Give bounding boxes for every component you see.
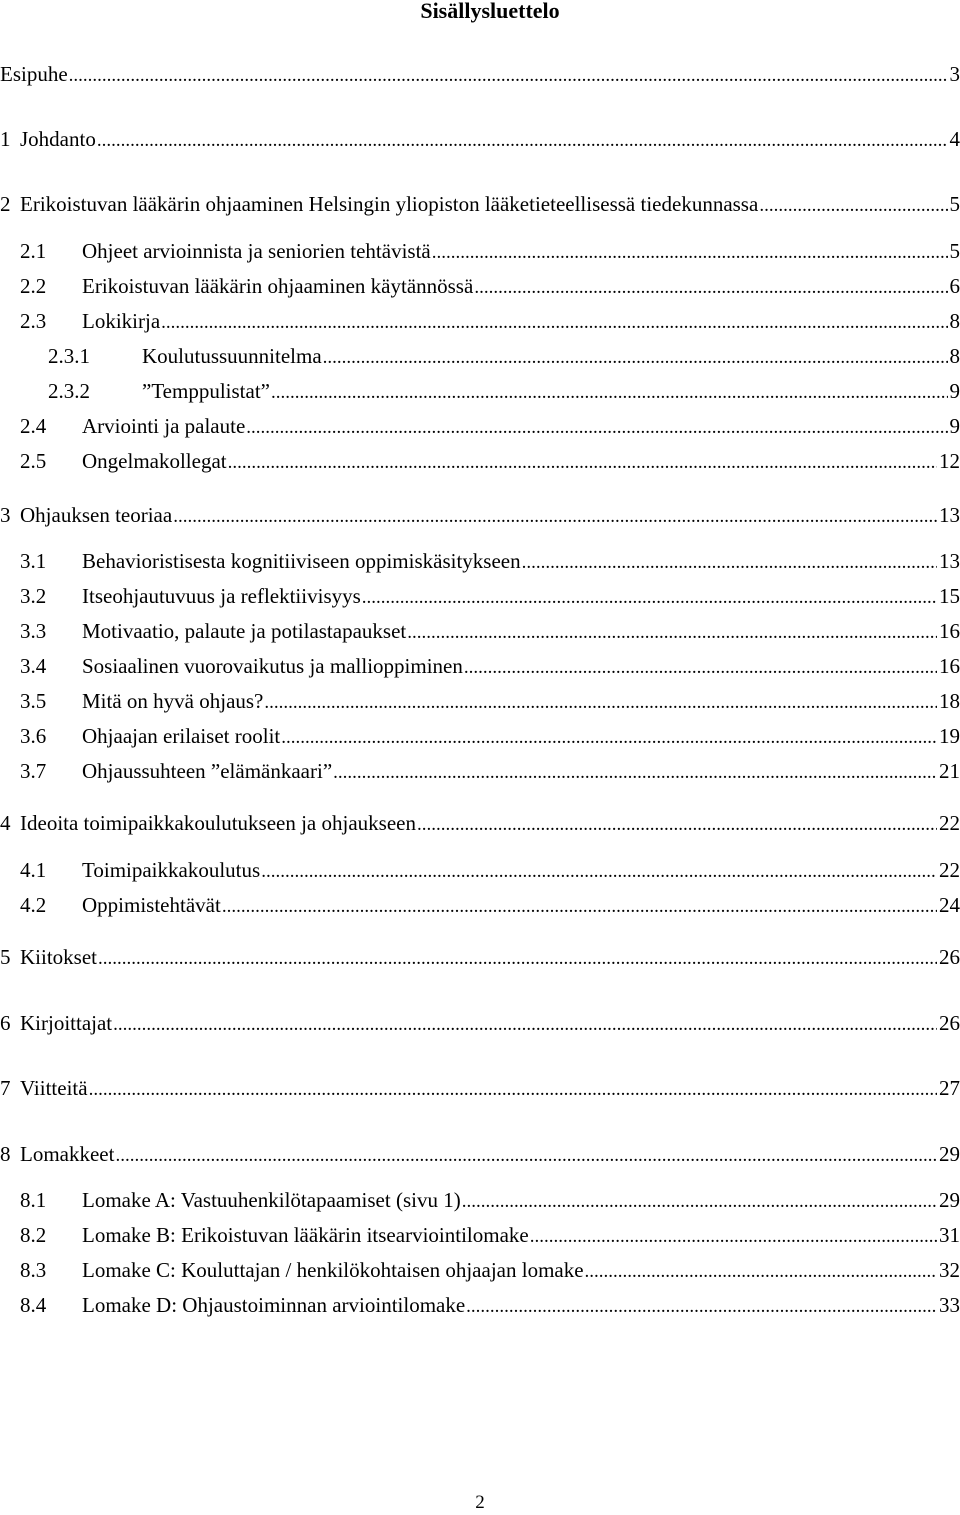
toc-entry-number: 8.2: [20, 1223, 47, 1247]
toc-entry-number: 2.4: [20, 414, 47, 438]
toc-entry-page: 8: [949, 309, 960, 333]
toc-leader-dots: [97, 126, 948, 156]
toc-entry-page: 26: [939, 1011, 960, 1035]
toc-entry[interactable]: [0, 581, 960, 611]
toc-entry-number: 7: [0, 1076, 11, 1100]
toc-entry-number: 2.3: [20, 309, 47, 333]
toc-entry-number: 3.5: [20, 689, 47, 713]
toc-entry-number: 4: [0, 811, 11, 835]
toc-entry-page: 33: [939, 1293, 960, 1317]
toc-entry-label: Ongelmakollegat: [82, 449, 227, 473]
toc-leader-dots: [281, 723, 937, 753]
toc-entry-label: Koulutussuunnitelma: [142, 344, 322, 368]
toc-entry-page: 12: [939, 449, 960, 473]
toc-leader-dots: [113, 1010, 937, 1040]
toc-entry[interactable]: [0, 1073, 960, 1103]
toc-entry-number: 3.1: [20, 549, 47, 573]
toc-entry-page: 18: [939, 689, 960, 713]
toc-entry[interactable]: [0, 306, 960, 336]
toc-leader-dots: [264, 688, 937, 718]
toc-entry-number: 2: [0, 192, 11, 216]
toc-entry-number: 3.4: [20, 654, 47, 678]
toc-entry-label: Johdanto: [20, 127, 96, 151]
toc-entry-label: Motivaatio, palaute ja potilastapaukset: [82, 619, 407, 643]
toc-entry-label: ”Temppulistat”: [142, 379, 270, 403]
toc-entry-label: Lomake D: Ohjaustoiminnan arviointilomake: [82, 1293, 466, 1317]
toc-entry-number: 2.3.2: [48, 379, 90, 403]
toc-entry-page: 29: [939, 1188, 960, 1212]
toc-entry-label: Erikoistuvan lääkärin ohjaaminen käytännössä: [82, 274, 474, 298]
toc-leader-dots: [271, 378, 948, 408]
toc-entry[interactable]: [0, 446, 960, 476]
toc-entry-page: 6: [949, 274, 960, 298]
toc-entry-number: 8.4: [20, 1293, 47, 1317]
toc-entry-label: Ideoita toimipaikkakoulutukseen ja ohjaukseen: [20, 811, 416, 835]
toc-entry-page: 19: [939, 724, 960, 748]
toc-entry-label: Erikoistuvan lääkärin ohjaaminen Helsingin yliopiston lääketieteellisessä tiedekunnassa: [20, 192, 759, 216]
toc-entry-label: Lokikirja: [82, 309, 161, 333]
toc-entry-number: 4.2: [20, 893, 47, 917]
toc-entry-number: 2.5: [20, 449, 47, 473]
toc-entry-label: Lomakkeet: [20, 1142, 115, 1166]
toc-entry-page: 22: [939, 858, 960, 882]
toc-entry-page: 21: [939, 759, 960, 783]
toc-entry[interactable]: [0, 124, 960, 154]
toc-entry-number: 2.2: [20, 274, 47, 298]
page-number: 2: [475, 1492, 485, 1513]
toc-entry-page: 27: [939, 1076, 960, 1100]
toc-entry-number: 3: [0, 503, 11, 527]
toc-entry-label: Lomake B: Erikoistuvan lääkärin itsearviointilomake: [82, 1223, 529, 1247]
toc-leader-dots: [432, 238, 948, 268]
toc-leader-dots: [161, 308, 947, 338]
toc-entry-page: 13: [939, 503, 960, 527]
toc-leader-dots: [466, 1292, 937, 1322]
toc-entry-label: Ohjaussuhteen ”elämänkaari”: [82, 759, 333, 783]
toc-entry-label: Kirjoittajat: [20, 1011, 113, 1035]
toc-entry-label: Behavioristisesta kognitiiviseen oppimiskäsitykseen: [82, 549, 521, 573]
toc-leader-dots: [464, 653, 937, 683]
toc-entry[interactable]: [0, 808, 960, 838]
toc-entry[interactable]: [0, 1220, 960, 1250]
toc-entry-number: 3.2: [20, 584, 47, 608]
toc-leader-dots: [474, 273, 947, 303]
toc-entry[interactable]: [0, 756, 960, 786]
toc-entry[interactable]: [0, 236, 960, 266]
toc-entry-page: 5: [949, 239, 960, 263]
toc-entry[interactable]: [0, 721, 960, 751]
toc-entry-number: 8.3: [20, 1258, 47, 1282]
toc-entry-page: 9: [949, 414, 960, 438]
toc-entry[interactable]: [0, 1290, 960, 1320]
toc-entry-number: 1: [0, 127, 11, 151]
toc-leader-dots: [362, 583, 937, 613]
toc-leader-dots: [69, 61, 948, 91]
toc-entry[interactable]: [0, 1008, 960, 1038]
toc-entry-page: 4: [949, 127, 960, 151]
toc-entry-label: Kiitokset: [20, 945, 97, 969]
page-title: Sisällysluettelo: [420, 0, 560, 23]
toc-leader-dots: [173, 502, 937, 532]
toc-entry[interactable]: [0, 271, 960, 301]
toc-entry[interactable]: [0, 942, 960, 972]
toc-entry-number: 3.3: [20, 619, 47, 643]
toc-entry-page: 22: [939, 811, 960, 835]
toc-leader-dots: [115, 1141, 937, 1171]
toc-entry-page: 16: [939, 654, 960, 678]
toc-entry-page: 9: [949, 379, 960, 403]
toc-entry-label: Itseohjautuvuus ja reflektiivisyys: [82, 584, 361, 608]
toc-entry-page: 32: [939, 1258, 960, 1282]
toc-entry-page: 3: [949, 62, 960, 86]
toc-leader-dots: [417, 810, 937, 840]
toc-leader-dots: [228, 448, 937, 478]
toc-entry[interactable]: [0, 1185, 960, 1215]
toc-entry-label: Ohjaajan erilaiset roolit: [82, 724, 281, 748]
toc-entry-number: 5: [0, 945, 11, 969]
toc-entry-page: 15: [939, 584, 960, 608]
toc-entry-label: Lomake C: Kouluttajan / henkilökohtaisen ohjaajan lomake: [82, 1258, 584, 1282]
toc-leader-dots: [462, 1187, 937, 1217]
toc-entry-number: 8: [0, 1142, 11, 1166]
toc-entry[interactable]: [0, 500, 960, 530]
toc-leader-dots: [522, 548, 937, 578]
toc-entry[interactable]: [0, 651, 960, 681]
toc-leader-dots: [407, 618, 937, 648]
toc-entry[interactable]: [0, 376, 960, 406]
toc-leader-dots: [759, 191, 947, 221]
toc-entry-number: 2.3.1: [48, 344, 90, 368]
toc-leader-dots: [323, 343, 948, 373]
toc-entry-page: 13: [939, 549, 960, 573]
toc-entry-number: 8.1: [20, 1188, 47, 1212]
toc-entry[interactable]: [0, 890, 960, 920]
toc-entry-label: Esipuhe: [0, 62, 68, 86]
toc-leader-dots: [246, 413, 947, 443]
toc-entry-label: Sosiaalinen vuorovaikutus ja mallioppiminen: [82, 654, 463, 678]
toc-entry-page: 8: [949, 344, 960, 368]
toc-entry[interactable]: [0, 616, 960, 646]
toc-entry-label: Viitteitä: [20, 1076, 88, 1100]
toc-entry-label: Lomake A: Vastuuhenkilötapaamiset (sivu 1): [82, 1188, 461, 1212]
toc-entry-label: Arviointi ja palaute: [82, 414, 246, 438]
toc-leader-dots: [585, 1257, 937, 1287]
toc-entry-label: Ohjauksen teoriaa: [20, 503, 173, 527]
toc-entry-page: 29: [939, 1142, 960, 1166]
toc-entry[interactable]: [0, 686, 960, 716]
toc-entry[interactable]: [0, 1139, 960, 1169]
toc-entry-page: 24: [939, 893, 960, 917]
toc-entry-label: Oppimistehtävät: [82, 893, 221, 917]
toc-entry-number: 4.1: [20, 858, 47, 882]
toc-leader-dots: [530, 1222, 937, 1252]
toc-entry[interactable]: [0, 189, 960, 219]
toc-entry[interactable]: [0, 341, 960, 371]
toc-entry[interactable]: [0, 411, 960, 441]
toc-entry-page: 31: [939, 1223, 960, 1247]
toc-entry-label: Toimipaikkakoulutus: [82, 858, 261, 882]
toc-entry[interactable]: [0, 855, 960, 885]
toc-entry-number: 3.6: [20, 724, 47, 748]
toc-entry-number: 3.7: [20, 759, 47, 783]
toc-entry-number: 2.1: [20, 239, 47, 263]
toc-entry-page: 5: [949, 192, 960, 216]
toc-leader-dots: [333, 758, 937, 788]
toc-entry[interactable]: [0, 546, 960, 576]
toc-entry[interactable]: [0, 59, 960, 89]
toc-leader-dots: [98, 944, 937, 974]
toc-entry[interactable]: [0, 1255, 960, 1285]
toc-leader-dots: [261, 857, 937, 887]
toc-entry-number: 6: [0, 1011, 11, 1035]
toc-entry-label: Ohjeet arvioinnista ja seniorien tehtävistä: [82, 239, 431, 263]
toc-entry-page: 16: [939, 619, 960, 643]
toc-leader-dots: [89, 1075, 937, 1105]
toc-entry-label: Mitä on hyvä ohjaus?: [82, 689, 264, 713]
toc-leader-dots: [222, 892, 937, 922]
toc-entry-page: 26: [939, 945, 960, 969]
